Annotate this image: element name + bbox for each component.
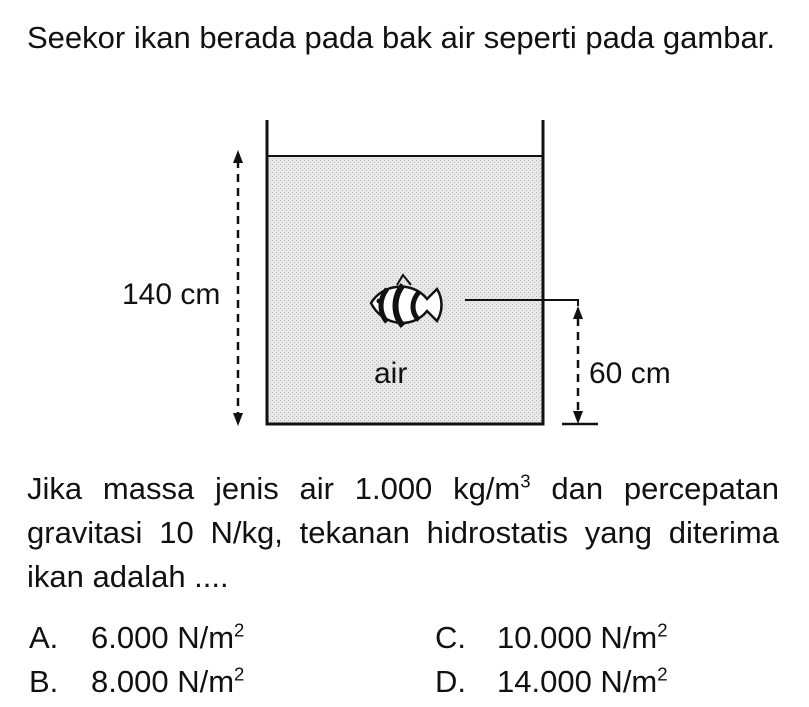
question-part2: dan percepatan gravitasi 10 N/kg, tekanan hidrostatis yang diterima ikan adalah .... xyxy=(27,471,779,594)
option-value: 14.000 N/m xyxy=(497,664,658,699)
height-60-label: 60 cm xyxy=(589,357,671,390)
option-letter: A. xyxy=(29,620,59,655)
question-part1: Jika massa jenis air 1.000 kg/m xyxy=(27,471,521,506)
height-140-label: 140 cm xyxy=(122,278,221,311)
option-value: 10.000 N/m xyxy=(497,620,658,655)
water-label: air xyxy=(374,357,408,390)
option-superscript: 2 xyxy=(234,663,245,685)
intro-text: Seekor ikan berada pada bak air seperti pada gambar. xyxy=(27,20,775,55)
height-140-arrow xyxy=(233,150,243,426)
option-b[interactable] xyxy=(29,662,244,702)
option-letter: D. xyxy=(435,664,466,699)
option-letter: B. xyxy=(29,664,59,699)
option-value: 8.000 N/m xyxy=(91,664,235,699)
question-superscript: 3 xyxy=(520,470,531,492)
option-d[interactable] xyxy=(435,662,668,702)
option-value: 6.000 N/m xyxy=(91,620,235,655)
option-letter: C. xyxy=(435,620,466,655)
option-superscript: 2 xyxy=(657,619,668,641)
question-text xyxy=(27,467,779,599)
fish-tank-diagram xyxy=(0,110,809,450)
option-a[interactable] xyxy=(29,618,244,658)
option-superscript: 2 xyxy=(234,619,245,641)
option-c[interactable] xyxy=(435,618,668,658)
option-superscript: 2 xyxy=(657,663,668,685)
